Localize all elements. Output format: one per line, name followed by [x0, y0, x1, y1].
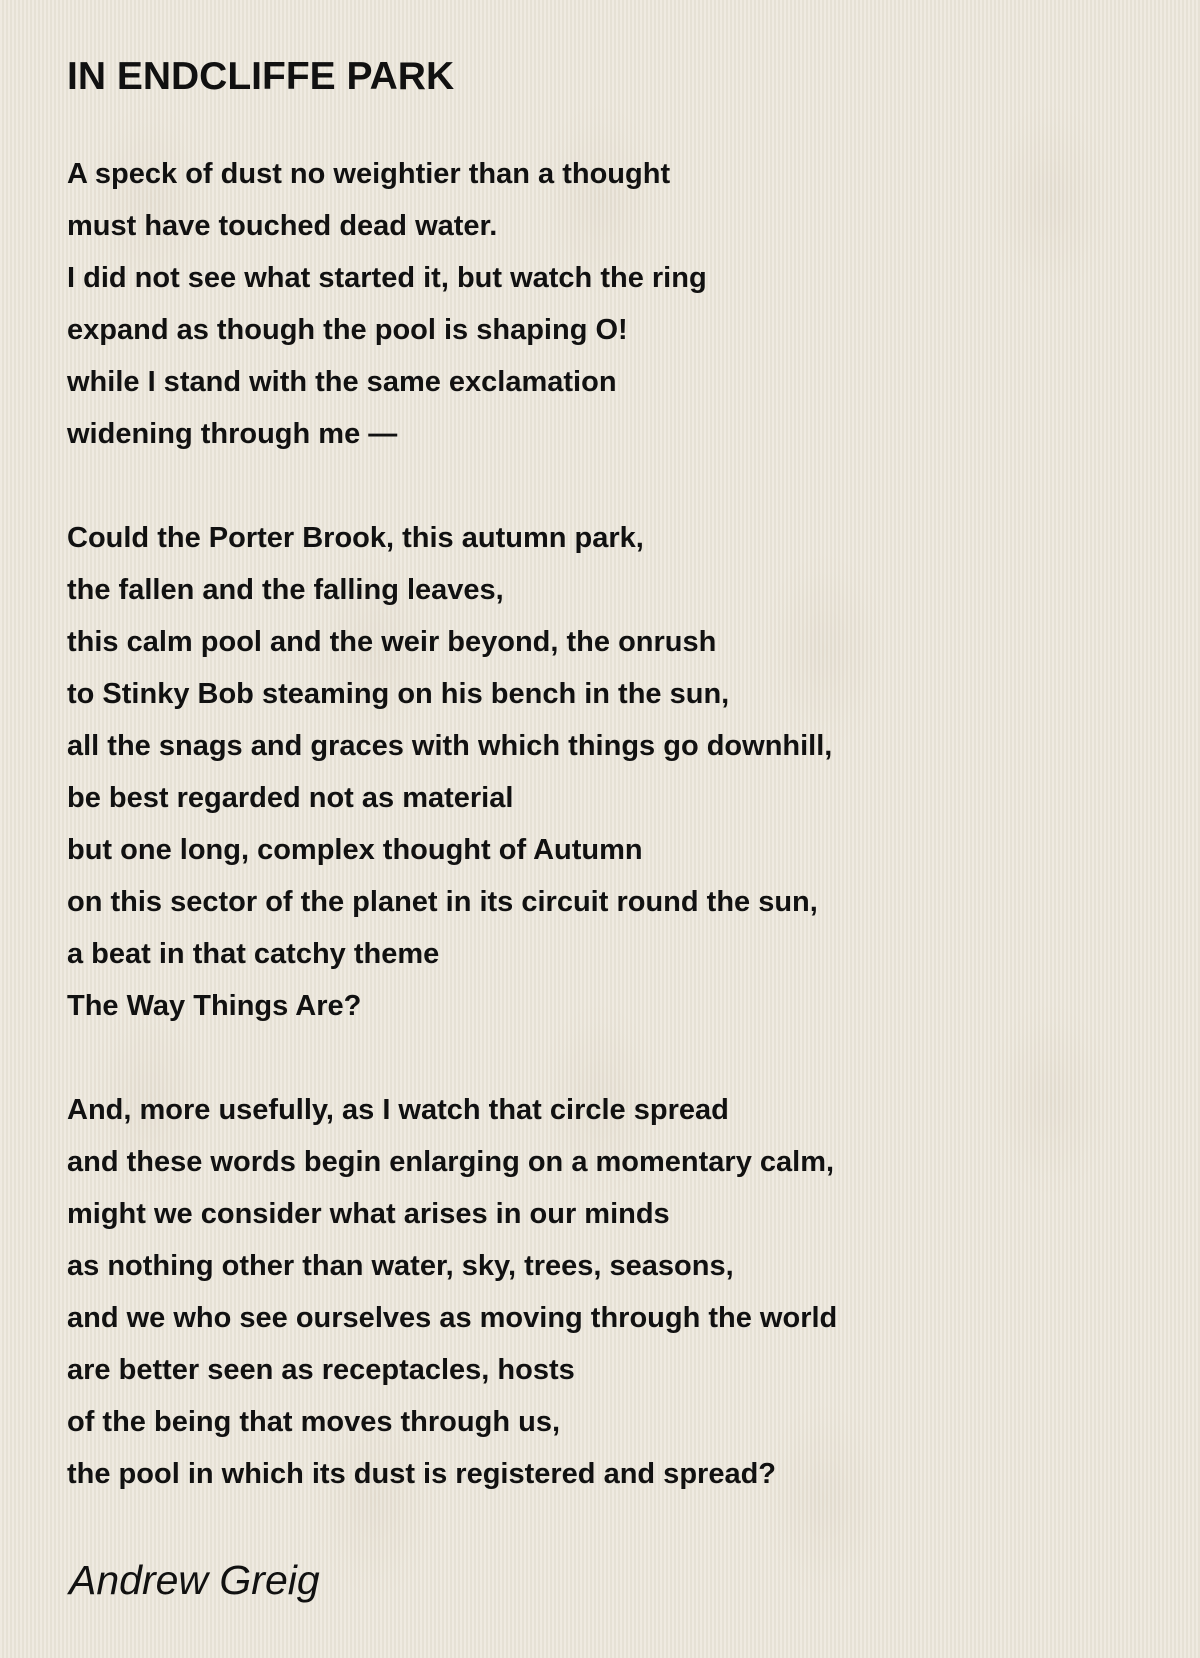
poem-body — [67, 148, 1147, 1552]
poem-title: IN ENDCLIFFE PARK — [67, 55, 455, 98]
poem-line: of the being that moves through us, — [67, 1406, 560, 1438]
poem-line: must have touched dead water. — [67, 210, 498, 242]
poem-line: Could the Porter Brook, this autumn park, — [67, 522, 644, 554]
poem-line: A speck of dust no weightier than a thought — [67, 158, 671, 190]
poem-line: but one long, complex thought of Autumn — [67, 834, 643, 866]
poem-line: this calm pool and the weir beyond, the onrush — [67, 626, 717, 658]
poem-line: are better seen as receptacles, hosts — [67, 1354, 575, 1386]
poem-line: as nothing other than water, sky, trees, seasons, — [67, 1250, 734, 1282]
poem-line: be best regarded not as material — [67, 782, 514, 814]
poem-line: might we consider what arises in our minds — [67, 1198, 670, 1230]
poem-line: on this sector of the planet in its circuit round the sun, — [67, 886, 818, 918]
poem-line: And, more usefully, as I watch that circle spread — [67, 1094, 729, 1126]
poem-line: and we who see ourselves as moving through the world — [67, 1302, 838, 1334]
stanza-3 — [67, 1084, 1147, 1500]
poem-line: while I stand with the same exclamation — [67, 366, 617, 398]
poem-line: widening through me — — [67, 418, 398, 450]
poem-line: the pool in which its dust is registered and spread? — [67, 1458, 776, 1490]
poem-line: The Way Things Are? — [67, 990, 362, 1022]
poem-line: to Stinky Bob steaming on his bench in the sun, — [67, 678, 730, 710]
poem-line: I did not see what started it, but watch the ring — [67, 262, 707, 294]
stanza-1 — [67, 148, 1147, 460]
author-name: Andrew Greig — [69, 1557, 320, 1603]
poem-line: all the snags and graces with which things go downhill, — [67, 730, 833, 762]
stanza-2 — [67, 512, 1147, 1032]
poem-line: the fallen and the falling leaves, — [67, 574, 504, 606]
poem-line: and these words begin enlarging on a momentary calm, — [67, 1146, 835, 1178]
poem-line: expand as though the pool is shaping O! — [67, 314, 628, 346]
poem-line: a beat in that catchy theme — [67, 938, 440, 970]
